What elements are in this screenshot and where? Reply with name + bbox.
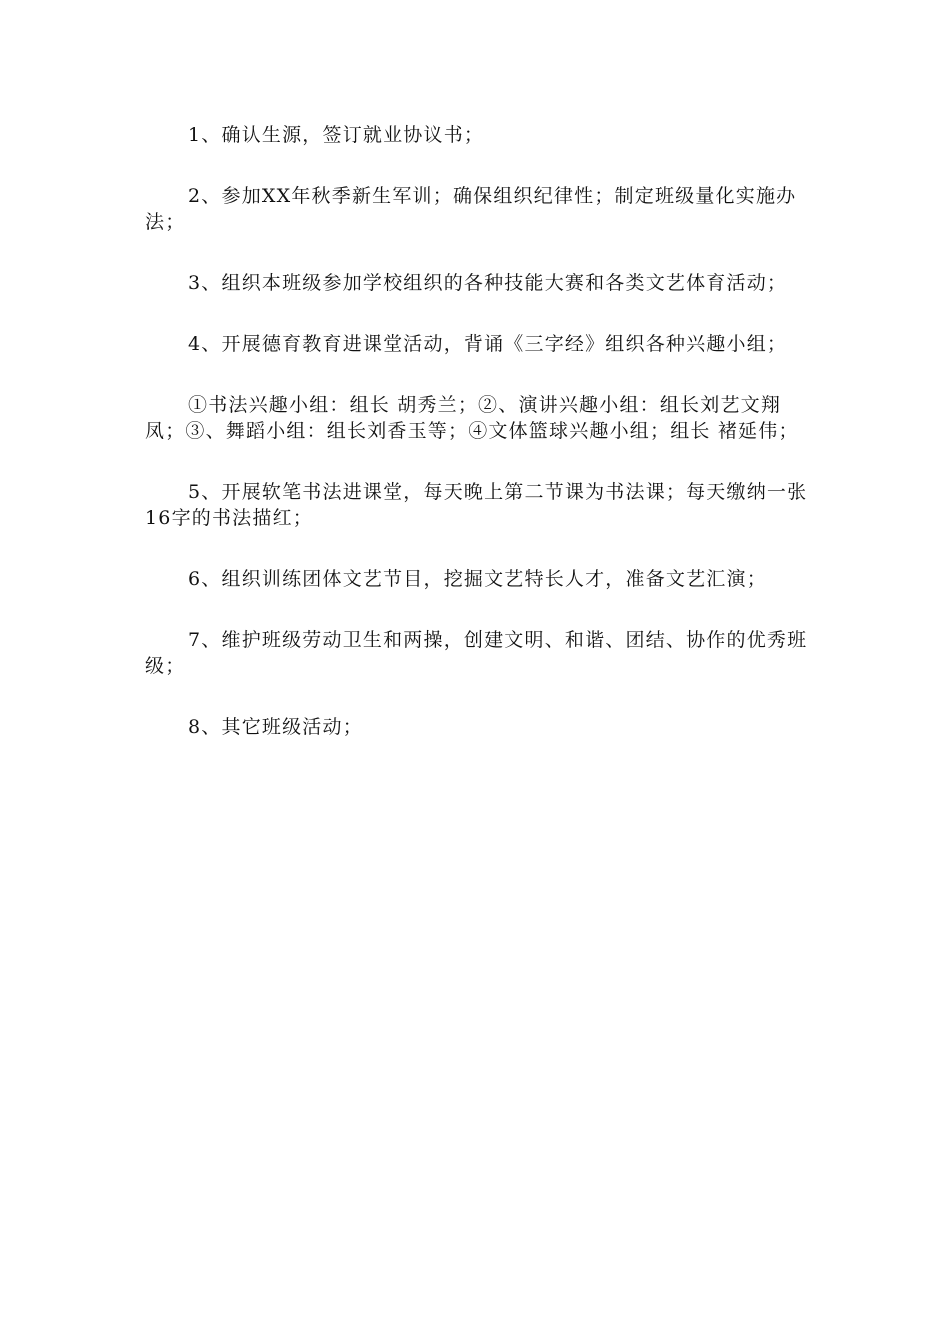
document-body: [145, 122, 815, 775]
paragraph-interest-groups: ①书法兴趣小组：组长 胡秀兰；②、演讲兴趣小组：组长刘艺文翔凤；③、舞蹈小组：组长刘香玉等；④文体篮球兴趣小组；组长 褚延伟；: [145, 394, 799, 442]
paragraph-3: 3、组织本班级参加学校组织的各种技能大赛和各类文艺体育活动；: [188, 272, 788, 294]
paragraph-8: 8、其它班级活动；: [188, 716, 363, 738]
paragraph-1: 1、确认生源，签订就业协议书；: [188, 124, 485, 146]
paragraph-2: 2、参加XX年秋季新生军训；确保组织纪律性；制定班级量化实施办法；: [145, 185, 797, 233]
paragraph-5: 5、开展软笔书法进课堂，每天晚上第二节课为书法课；每天缴纳一张16字的书法描红；: [145, 481, 808, 529]
paragraph-7: 7、维护班级劳动卫生和两操，创建文明、和谐、团结、协作的优秀班级；: [145, 629, 808, 677]
paragraph-4: 4、开展德育教育进课堂活动，背诵《三字经》组织各种兴趣小组；: [188, 333, 788, 355]
paragraph-6: 6、组织训练团体文艺节目，挖掘文艺特长人才，准备文艺汇演；: [188, 568, 767, 590]
